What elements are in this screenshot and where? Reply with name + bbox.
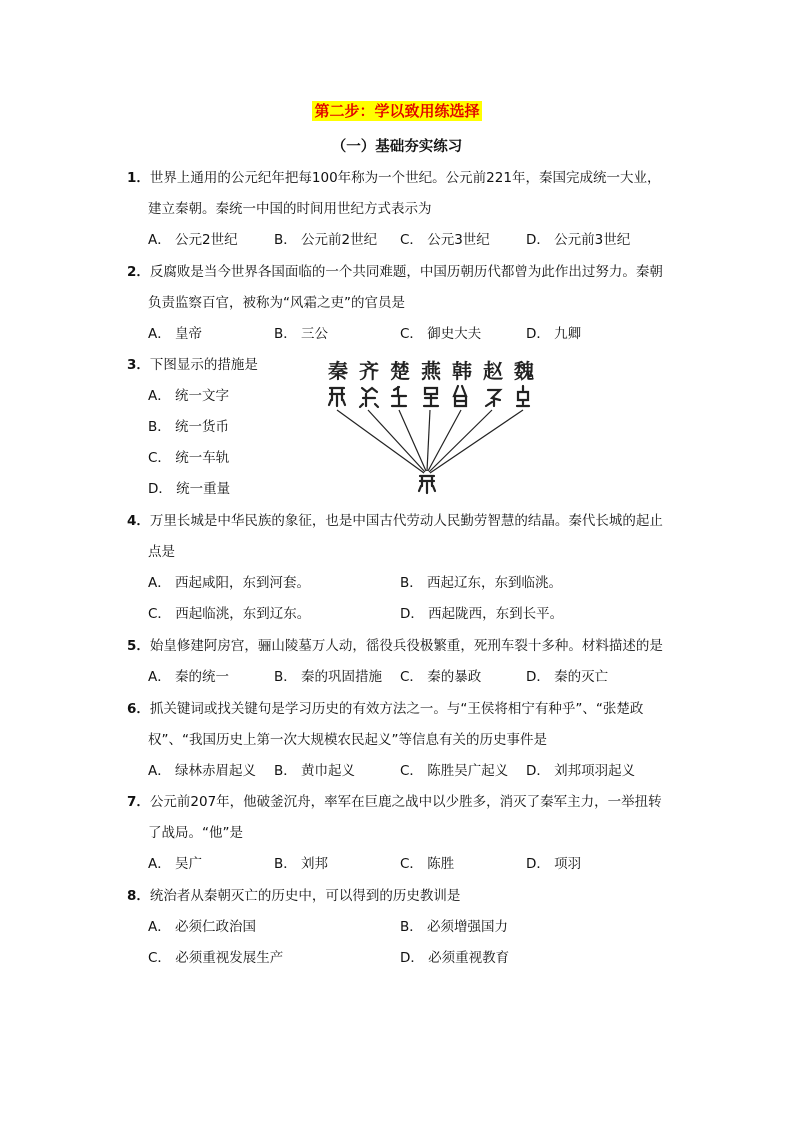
question-7-line-1 xyxy=(127,790,662,810)
ancient-glyph-chu-icon xyxy=(392,387,406,406)
connector-lines xyxy=(337,410,523,473)
option-a[interactable]: A． 皇帝 xyxy=(148,326,203,342)
question-number: 6． xyxy=(127,701,150,717)
section-title: （一）基础夯实练习 xyxy=(331,139,463,155)
option-b[interactable]: B． 统一货币 xyxy=(148,419,230,435)
question-number: 4． xyxy=(127,513,150,529)
script-diagram xyxy=(318,352,548,502)
ancient-glyph-zhao-icon xyxy=(486,390,500,406)
option-b[interactable]: B． 必须增强国力 xyxy=(400,919,509,935)
question-number: 3． xyxy=(127,357,150,373)
question-6-line-2: 权”、“我国历史上第一次大规模农民起义”等信息有关的历史事件是 xyxy=(148,732,547,748)
ancient-glyph-wei-icon xyxy=(517,386,529,406)
option-c[interactable]: C． 必须重视发展生产 xyxy=(148,950,284,966)
state-label-qi: 齐 xyxy=(359,359,379,383)
option-c[interactable]: C． 西起临洮，东到辽东。 xyxy=(148,606,311,622)
question-text: 下图显示的措施是 xyxy=(149,357,258,373)
option-b[interactable]: B． 秦的巩固措施 xyxy=(274,669,383,685)
question-text: 万里长城是中华民族的象征，也是中国古代劳动人民勤劳智慧的结晶。秦代长城的起止 xyxy=(149,513,663,529)
ancient-glyph-qin-icon xyxy=(329,388,345,406)
state-label-wei: 魏 xyxy=(514,359,534,383)
question-1-line-2: 建立秦朝。秦统一中国的时间用世纪方式表示为 xyxy=(148,201,432,217)
step-title-text: 第二步：学以致用练选择 xyxy=(314,102,480,120)
question-text: 始皇修建阿房宫，骊山陵墓万人动，徭役兵役极繁重，死刑车裂十多种。材料描述的是 xyxy=(149,638,663,654)
option-c[interactable]: C． 秦的暴政 xyxy=(400,669,482,685)
option-d[interactable]: D． 秦的灭亡 xyxy=(526,669,609,685)
option-c[interactable]: C． 统一车轨 xyxy=(148,450,230,466)
question-4-line-1 xyxy=(127,509,663,529)
question-text: 统治者从秦朝灭亡的历史中，可以得到的历史教训是 xyxy=(149,888,461,904)
question-7-line-2: 了战局。“他”是 xyxy=(148,825,243,841)
ancient-glyph-han-icon xyxy=(454,386,466,406)
option-a[interactable]: A． 统一文字 xyxy=(148,388,230,404)
question-6-line-1 xyxy=(127,697,643,717)
question-number: 5． xyxy=(127,638,150,654)
option-a[interactable]: A． 必须仁政治国 xyxy=(148,919,257,935)
option-d[interactable]: D． 项羽 xyxy=(526,856,582,872)
step-title xyxy=(0,100,794,121)
question-1-line-1 xyxy=(127,166,660,186)
option-b[interactable]: B． 西起辽东，东到临洮。 xyxy=(400,575,563,591)
option-d[interactable]: D． 九卿 xyxy=(526,326,582,342)
option-a[interactable]: A． 西起咸阳，东到河套。 xyxy=(148,575,311,591)
question-5-line-1 xyxy=(127,634,663,654)
question-number: 8． xyxy=(127,888,150,904)
option-d[interactable]: D． 公元前3世纪 xyxy=(526,232,631,248)
question-8-line-1 xyxy=(127,884,460,904)
option-a[interactable]: A． 绿林赤眉起义 xyxy=(148,763,257,779)
option-c[interactable]: C． 御史大夫 xyxy=(400,326,482,342)
option-b[interactable]: B． 公元前2世纪 xyxy=(274,232,378,248)
state-label-yan: 燕 xyxy=(421,359,441,383)
option-c[interactable]: C． 陈胜吴广起义 xyxy=(400,763,509,779)
option-d[interactable]: D． 必须重视教育 xyxy=(400,950,510,966)
question-number: 2． xyxy=(127,264,150,280)
state-label-han: 韩 xyxy=(452,359,472,383)
question-text: 公元前207年，他破釜沉舟，率军在巨鹿之战中以少胜多，消灭了秦军主力，一举扭转 xyxy=(149,794,662,810)
option-b[interactable]: B． 刘邦 xyxy=(274,856,329,872)
question-2-line-1 xyxy=(127,260,663,280)
option-c[interactable]: C． 陈胜 xyxy=(400,856,455,872)
state-label-chu: 楚 xyxy=(390,359,410,383)
option-b[interactable]: B． 三公 xyxy=(274,326,329,342)
question-3-line-1 xyxy=(127,353,258,373)
ancient-glyph-yan-icon xyxy=(424,388,438,406)
question-text: 反腐败是当今世界各国面临的一个共同难题，中国历朝历代都曾为此作出过努力。秦朝 xyxy=(149,264,663,280)
unified-glyph-icon xyxy=(419,476,435,493)
question-2-line-2: 负责监察百官，被称为“风霜之吏”的官员是 xyxy=(148,295,405,311)
question-number: 1． xyxy=(127,170,150,186)
question-4-line-2: 点是 xyxy=(148,544,175,560)
option-d[interactable]: D． 统一重量 xyxy=(148,481,231,497)
ancient-glyph-qi-icon xyxy=(360,388,378,407)
option-a[interactable]: A． 吴广 xyxy=(148,856,203,872)
currency-unification-figure xyxy=(318,352,548,502)
question-text: 抓关键词或找关键句是学习历史的有效方法之一。与“王侯将相宁有种乎”、“张楚政 xyxy=(149,701,644,717)
state-label-zhao: 赵 xyxy=(483,359,503,383)
option-a[interactable]: A． 秦的统一 xyxy=(148,669,230,685)
option-d[interactable]: D． 刘邦项羽起义 xyxy=(526,763,636,779)
option-a[interactable]: A． 公元2世纪 xyxy=(148,232,238,248)
question-number: 7． xyxy=(127,794,150,810)
option-d[interactable]: D． 西起陇西，东到长平。 xyxy=(400,606,564,622)
question-text: 世界上通用的公元纪年把每100年称为一个世纪。公元前221年，秦国完成统一大业， xyxy=(149,170,661,186)
option-c[interactable]: C． 公元3世纪 xyxy=(400,232,490,248)
option-b[interactable]: B． 黄巾起义 xyxy=(274,763,356,779)
state-label-qin: 秦 xyxy=(328,359,348,383)
